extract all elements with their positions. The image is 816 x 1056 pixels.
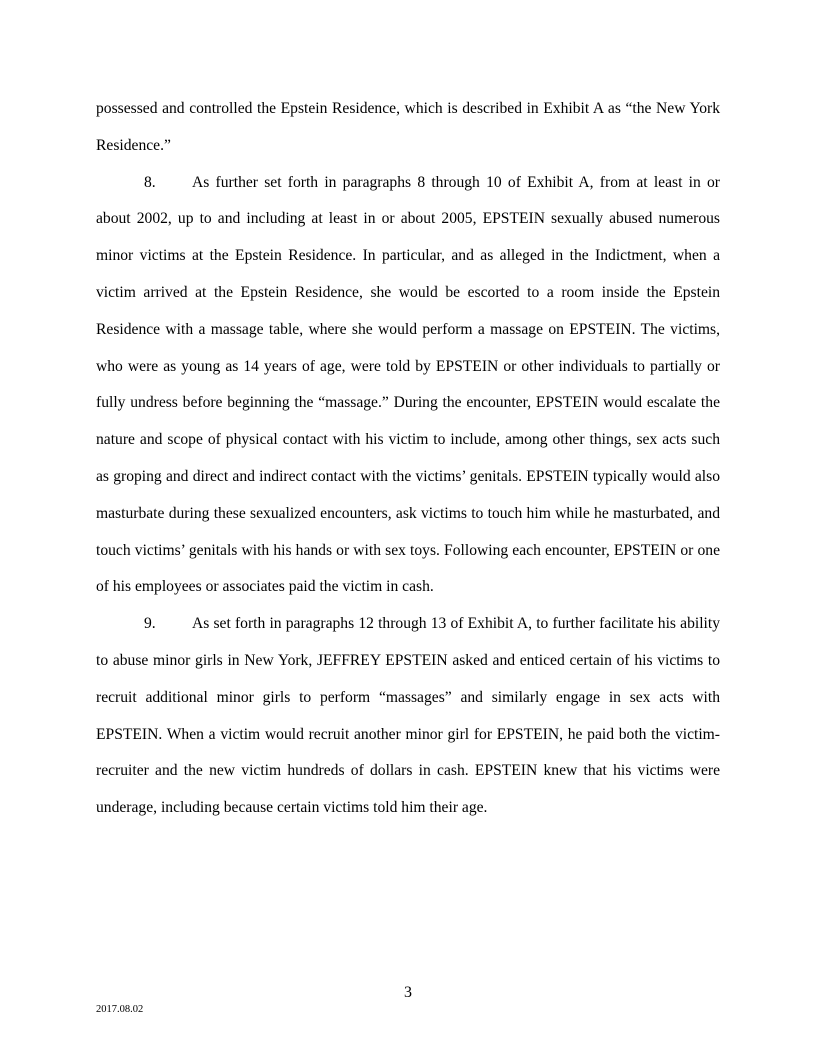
paragraph-number: 9. — [144, 615, 156, 633]
document-body — [96, 91, 720, 827]
paragraph-text: As set forth in paragraphs 12 through 13 of Exhibit A, to further facilitate his ability to abuse minor girls in New York, JEFFREY EPSTEIN asked and enticed certain of his victims to recruit additional minor girls to perform “massages” and similarly engage in sex acts with EPSTEIN. When a victim would recruit another minor girl for EPSTEIN, he paid both the victim-recruiter and the new victim hundreds of dollars in cash. EPSTEIN knew that his victims were underage, including because certain victims told him their age. — [96, 615, 720, 817]
page-number: 3 — [404, 984, 412, 1001]
paragraph-8 — [96, 165, 720, 607]
paragraph-text: As further set forth in paragraphs 8 through 10 of Exhibit A, from at least in or about 2002, up to and including at least in or about 2005, EPSTEIN sexually abused numerous minor victims at the Epstein Residence. In particular, and as alleged in the Indictment, when a victim arrived at the Epstein Residence, she would be escorted to a room inside the Epstein Residence with a massage table, where she would perform a massage on EPSTEIN. The victims, who were as young as 14 years of age, were told by EPSTEIN or other individuals to partially or fully undress before beginning the “massage.” During the encounter, EPSTEIN would escalate the nature and scope of physical contact with his victim to include, among other things, sex acts such as groping and direct and indirect contact with the victims’ genitals. EPSTEIN typically would also masturbate during these sexualized encounters, ask victims to touch him while he masturbated, and touch victims’ genitals with his hands or with sex toys. Following each encounter, EPSTEIN or one of his employees or associates paid the victim in cash. — [96, 173, 720, 596]
paragraph-9 — [96, 606, 720, 827]
footer-document-code: 2017.08.02 — [96, 1004, 144, 1015]
paragraph-number: 8. — [144, 173, 156, 191]
continuation-paragraph: possessed and controlled the Epstein Residence, which is described in Exhibit A as “the New York Residence.” — [96, 100, 720, 154]
